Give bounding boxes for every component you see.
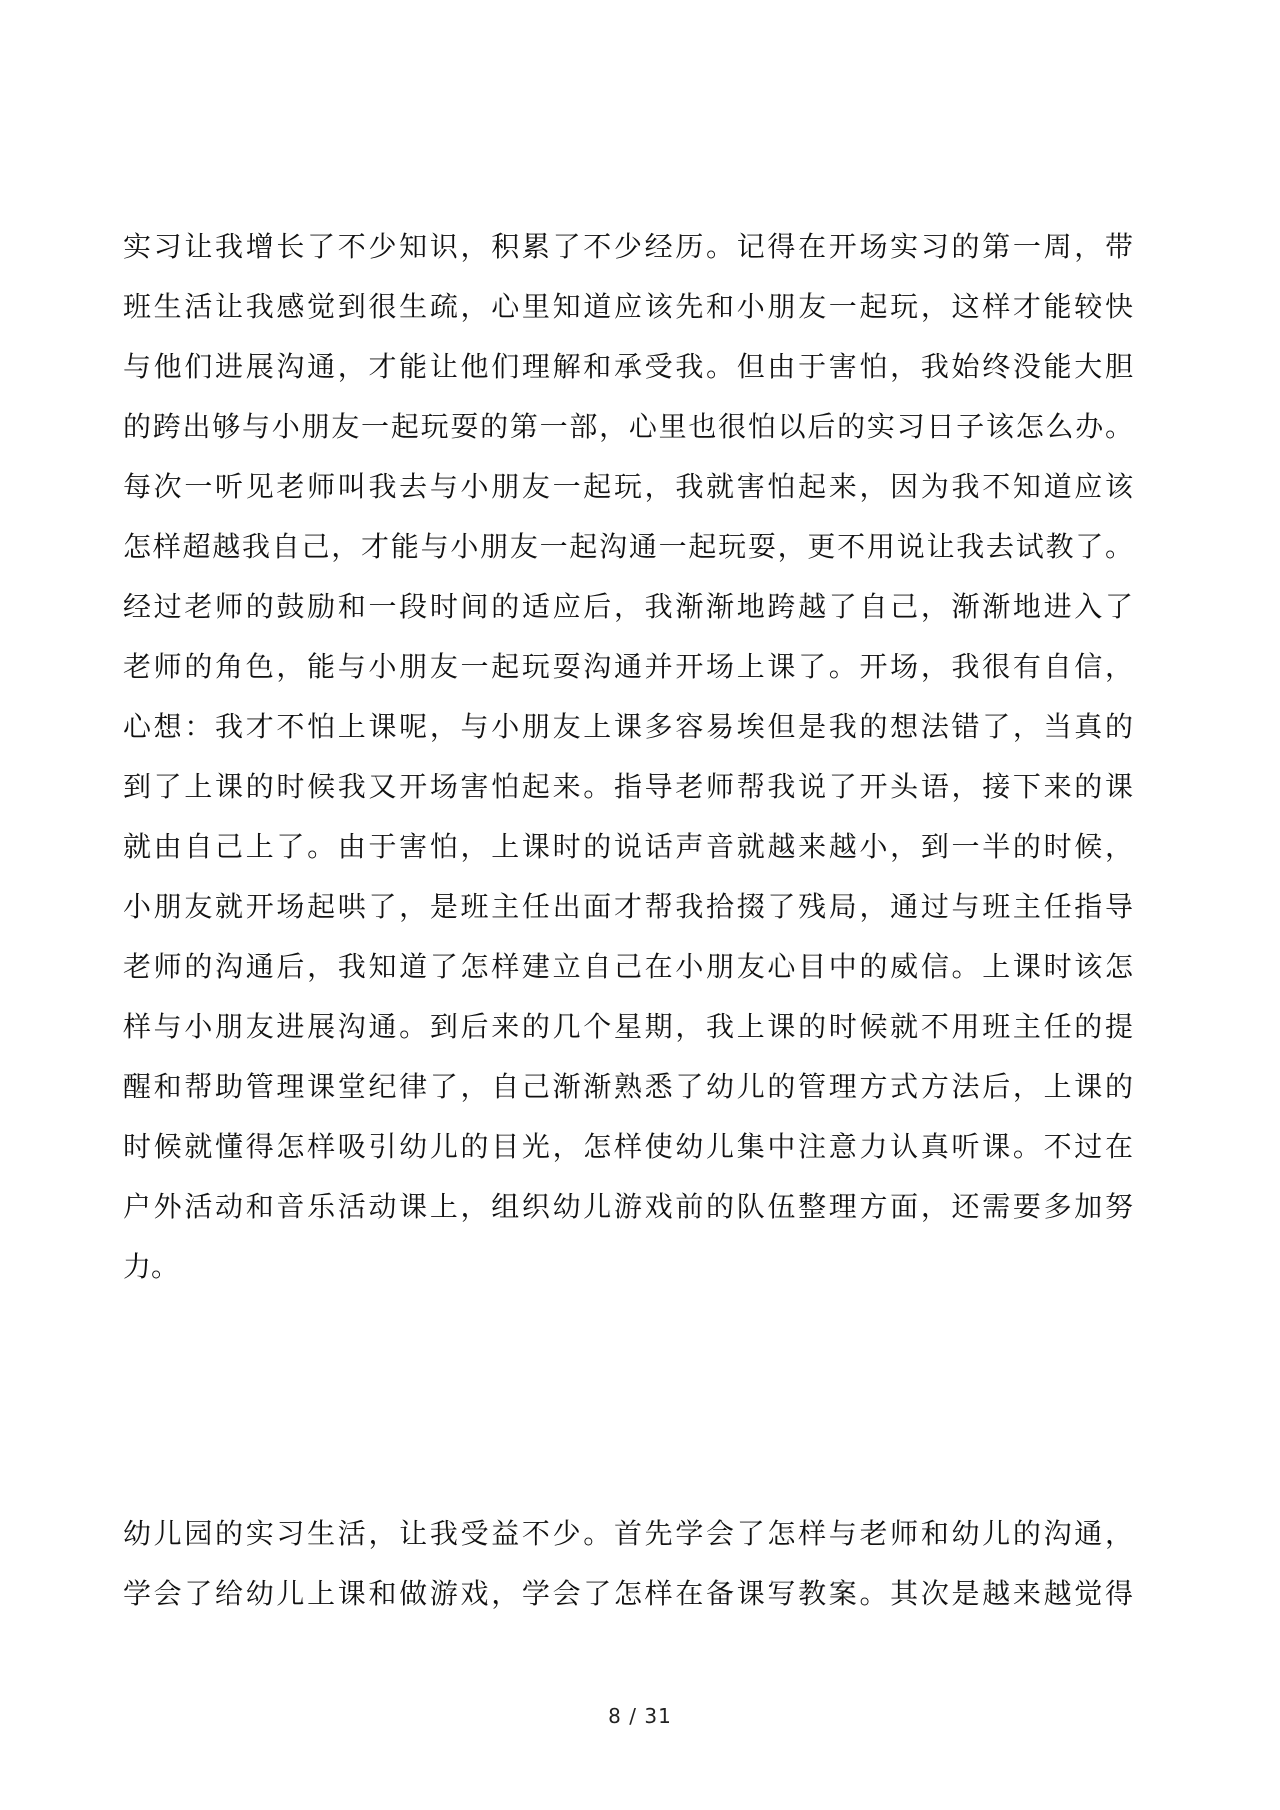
text-line: 小朋友就开场起哄了，是班主任出面才帮我拾掇了残局，通过与班主任指导 xyxy=(123,890,1133,923)
text-line: 经过老师的鼓励和一段时间的适应后，我渐渐地跨越了自己，渐渐地进入了 xyxy=(123,590,1133,623)
text-line: 学会了给幼儿上课和做游戏，学会了怎样在备课写教案。其次是越来越觉得 xyxy=(123,1577,1133,1610)
text-line: 的跨出够与小朋友一起玩耍的第一部，心里也很怕以后的实习日子该怎么办。 xyxy=(123,410,1133,443)
text-line: 到了上课的时候我又开场害怕起来。指导老师帮我说了开头语，接下来的课 xyxy=(123,770,1133,803)
text-line: 怎样超越我自己，才能与小朋友一起沟通一起玩耍，更不用说让我去试教了。 xyxy=(123,530,1133,563)
page-number: 8 / 31 xyxy=(608,1704,672,1728)
text-line: 每次一听见老师叫我去与小朋友一起玩，我就害怕起来，因为我不知道应该 xyxy=(123,470,1133,503)
text-line: 心想：我才不怕上课呢，与小朋友上课多容易埃但是我的想法错了，当真的 xyxy=(123,710,1133,743)
text-line: 幼儿园的实习生活，让我受益不少。首先学会了怎样与老师和幼儿的沟通， xyxy=(123,1517,1133,1550)
paragraph-1 xyxy=(123,217,1133,1297)
text-line: 老师的角色，能与小朋友一起玩耍沟通并开场上课了。开场，我很有自信， xyxy=(123,650,1133,683)
text-line: 时候就懂得怎样吸引幼儿的目光，怎样使幼儿集中注意力认真听课。不过在 xyxy=(123,1130,1133,1163)
text-line: 班生活让我感觉到很生疏，心里知道应该先和小朋友一起玩，这样才能较快 xyxy=(123,290,1133,323)
text-line: 户外活动和音乐活动课上，组织幼儿游戏前的队伍整理方面，还需要多加努 xyxy=(123,1190,1133,1223)
text-line: 实习让我增长了不少知识，积累了不少经历。记得在开场实习的第一周，带 xyxy=(123,230,1133,263)
text-line: 与他们进展沟通，才能让他们理解和承受我。但由于害怕，我始终没能大胆 xyxy=(123,350,1133,383)
text-line: 样与小朋友进展沟通。到后来的几个星期，我上课的时候就不用班主任的提 xyxy=(123,1010,1133,1043)
paragraph-2 xyxy=(123,1504,1133,1624)
text-line: 老师的沟通后，我知道了怎样建立自己在小朋友心目中的威信。上课时该怎 xyxy=(123,950,1133,983)
text-line: 就由自己上了。由于害怕，上课时的说话声音就越来越小，到一半的时候， xyxy=(123,830,1133,863)
text-line: 力。 xyxy=(123,1250,180,1283)
text-line: 醒和帮助管理课堂纪律了，自己渐渐熟悉了幼儿的管理方式方法后，上课的 xyxy=(123,1070,1133,1103)
